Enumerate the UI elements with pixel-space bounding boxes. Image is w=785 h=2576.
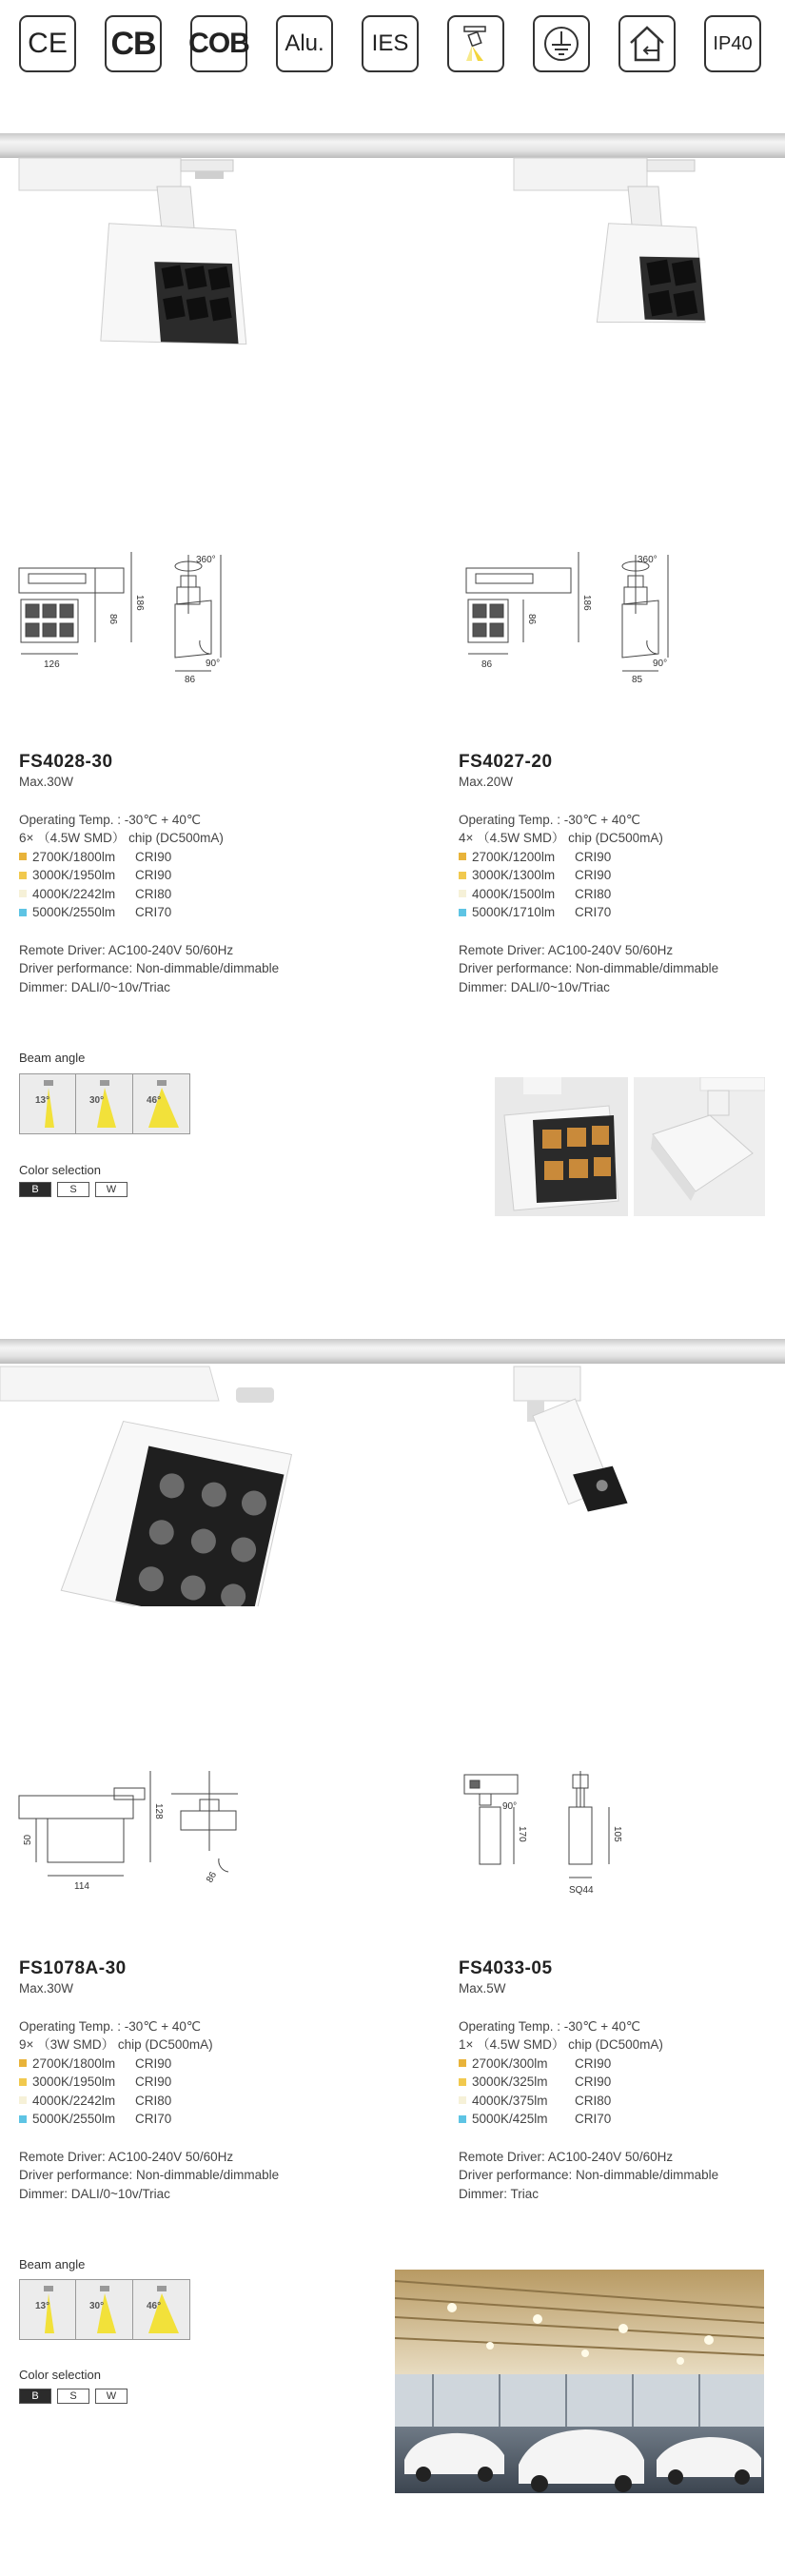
lumen-row: [459, 2110, 782, 2129]
dimmer-type: Dimmer: DALI/0~10v/Triac: [19, 2186, 170, 2201]
side-height-label: 105: [612, 1826, 622, 1842]
tilt-label: 90°: [502, 1801, 518, 1812]
width-label: 114: [74, 1881, 89, 1892]
color-temp-swatch: [19, 2059, 27, 2067]
operating-temp: Operating Temp. : -30℃ + 40℃: [459, 2018, 641, 2034]
dimmer-type: Dimmer: DALI/0~10v/Triac: [19, 979, 170, 994]
cri-value: CRI70: [575, 905, 612, 919]
cri-value: CRI90: [575, 2055, 612, 2071]
fs4027-dimension-drawing: [457, 547, 695, 699]
chip-spec: 1× （4.5W SMD） chip (DC500mA): [459, 2037, 663, 2052]
color-temp-swatch: [459, 2059, 466, 2067]
remote-driver: Remote Driver: AC100-240V 50/60Hz: [19, 942, 234, 957]
lumen-value: 4000K/375lm: [472, 2093, 548, 2108]
lumen-value: 4000K/2242lm: [32, 886, 116, 901]
lumen-row: [19, 848, 362, 867]
lumen-row: [459, 2073, 782, 2092]
beam-angle-30-icon: [76, 2279, 133, 2340]
color-temp-swatch: [459, 890, 466, 897]
height-label: 186: [134, 595, 145, 611]
lumen-row: [459, 2092, 782, 2111]
lumen-value: 4000K/2242lm: [32, 2093, 116, 2108]
cert-label: COB: [188, 28, 249, 59]
ies-file-icon: [362, 15, 419, 72]
model-number: FS1078A-30: [19, 1958, 127, 1978]
beam-angle-value: 46°: [147, 2301, 162, 2311]
square-size-label: SQ44: [569, 1885, 594, 1896]
color-temp-swatch: [459, 2096, 466, 2104]
beam-angle-label: Beam angle: [19, 2257, 86, 2271]
lumen-row: [19, 885, 362, 904]
earth-ground-icon: [533, 15, 590, 72]
spec-block-fs4027-20: [459, 752, 782, 996]
max-power: Max.30W: [19, 775, 74, 789]
lumen-value: 3000K/1950lm: [32, 2075, 116, 2089]
fs4028-dimension-drawing: [10, 547, 247, 699]
beam-angle-value: 46°: [147, 1095, 162, 1106]
dimmer-type: Dimmer: DALI/0~10v/Triac: [459, 979, 610, 994]
lumen-value: 5000K/1710lm: [472, 905, 556, 919]
cri-value: CRI70: [135, 2112, 172, 2126]
remote-driver: Remote Driver: AC100-240V 50/60Hz: [459, 2149, 674, 2164]
spec-block-fs4033-05: [459, 1958, 782, 2203]
height-label: 170: [517, 1826, 527, 1842]
lumen-value: 2700K/1800lm: [32, 849, 116, 864]
remote-driver: Remote Driver: AC100-240V 50/60Hz: [459, 942, 674, 957]
lumen-value: 2700K/1800lm: [32, 2055, 116, 2071]
color-temp-swatch: [459, 909, 466, 916]
color-selection-label: Color selection: [19, 1163, 101, 1177]
lumen-value: 5000K/2550lm: [32, 2112, 116, 2126]
color-temp-swatch: [19, 853, 27, 860]
height-label: 128: [153, 1803, 164, 1819]
beam-angle-13-icon: [19, 2279, 76, 2340]
rotation-label: 360°: [196, 555, 216, 565]
remote-driver: Remote Driver: AC100-240V 50/60Hz: [19, 2149, 234, 2164]
lumen-row: [459, 903, 782, 922]
cri-value: CRI90: [575, 849, 612, 864]
lumen-value: 4000K/1500lm: [472, 886, 556, 901]
beam-angle-value: 13°: [35, 1095, 50, 1106]
lumen-row: [459, 848, 782, 867]
fs4033-product-photo: [495, 1359, 647, 1549]
operating-temp: Operating Temp. : -30℃ + 40℃: [19, 2018, 202, 2034]
cert-label: CE: [28, 28, 68, 59]
tilt-label: 90°: [653, 659, 668, 669]
cob-mark-icon: [190, 15, 247, 72]
chip-spec: 9× （3W SMD） chip (DC500mA): [19, 2037, 213, 2052]
beam-angle-value: 30°: [89, 2301, 105, 2311]
lumen-value: 3000K/1300lm: [472, 868, 556, 882]
cert-label: Alu.: [285, 30, 324, 56]
cri-value: CRI90: [135, 2055, 172, 2071]
lumen-value: 3000K/1950lm: [32, 868, 116, 882]
lumen-row: [19, 2092, 362, 2111]
cert-label: CB: [110, 25, 156, 62]
chip-spec: 6× （4.5W SMD） chip (DC500mA): [19, 831, 224, 845]
depth-label: 85: [632, 675, 643, 685]
lumen-row: [19, 866, 362, 885]
indoor-use-icon: [618, 15, 676, 72]
fs4028-front-detail-photo: [495, 1077, 628, 1216]
color-option-white[interactable]: W: [95, 2389, 128, 2404]
color-temp-swatch: [459, 853, 466, 860]
color-option-black[interactable]: B: [19, 2389, 51, 2404]
beam-angle-46-icon: [133, 2279, 190, 2340]
cri-value: CRI90: [575, 2075, 612, 2089]
cert-label: IP40: [713, 32, 753, 54]
aluminum-icon: [276, 15, 333, 72]
chip-spec: 4× （4.5W SMD） chip (DC500mA): [459, 831, 663, 845]
lumen-row: [19, 2055, 362, 2074]
color-option-black[interactable]: B: [19, 1182, 51, 1197]
beam-angle-30-icon: [76, 1073, 133, 1134]
ce-mark-icon: [19, 15, 76, 72]
side-height-label: 86: [526, 614, 537, 625]
cb-mark-icon: [105, 15, 162, 72]
color-temp-swatch: [19, 909, 27, 916]
driver-performance: Driver performance: Non-dimmable/dimmable: [459, 961, 719, 975]
max-power: Max.30W: [19, 1981, 74, 1996]
color-option-silver[interactable]: S: [57, 1182, 89, 1197]
color-temp-swatch: [19, 872, 27, 879]
cri-value: CRI90: [135, 849, 172, 864]
color-temp-swatch: [459, 872, 466, 879]
cert-label: IES: [371, 30, 409, 56]
dimmer-type: Dimmer: Triac: [459, 2186, 539, 2201]
lumen-row: [459, 866, 782, 885]
beam-angle-value: 13°: [35, 2301, 50, 2311]
cri-value: CRI80: [575, 886, 612, 901]
fs1078a-product-photo: [0, 1359, 314, 1606]
lumen-row: [459, 885, 782, 904]
model-number: FS4033-05: [459, 1958, 553, 1978]
color-option-silver[interactable]: S: [57, 2389, 89, 2404]
fs4028-product-photo: [0, 152, 285, 371]
cri-value: CRI90: [135, 2075, 172, 2089]
depth-label: 86: [185, 675, 196, 685]
fs4033-dimension-drawing: [457, 1765, 647, 1917]
color-temp-swatch: [459, 2078, 466, 2086]
operating-temp: Operating Temp. : -30℃ + 40℃: [19, 812, 202, 827]
model-number: FS4028-30: [19, 752, 113, 772]
max-power: Max.5W: [459, 1981, 506, 1996]
color-temp-swatch: [19, 2078, 27, 2086]
lumen-row: [19, 2073, 362, 2092]
tilt-angle-icon: [447, 15, 504, 72]
lumen-value: 2700K/1200lm: [472, 849, 556, 864]
side-height-label: 86: [108, 614, 118, 625]
ip40-rating-icon: [704, 15, 761, 72]
depth-label: 86: [205, 1870, 220, 1885]
lumen-row: [19, 2110, 362, 2129]
color-selection-label: Color selection: [19, 2368, 101, 2382]
fs1078a-dimension-drawing: [10, 1765, 257, 1908]
lumen-value: 3000K/325lm: [472, 2075, 548, 2089]
color-temp-swatch: [459, 2115, 466, 2123]
model-number: FS4027-20: [459, 752, 553, 772]
lumen-row: [19, 903, 362, 922]
max-power: Max.20W: [459, 775, 514, 789]
lumen-value: 5000K/425lm: [472, 2112, 548, 2126]
spec-block-fs4028-30: [19, 752, 362, 996]
lumen-value: 5000K/2550lm: [32, 905, 116, 919]
beam-angle-46-icon: [133, 1073, 190, 1134]
color-temp-swatch: [19, 2096, 27, 2104]
beam-angle-label: Beam angle: [19, 1051, 86, 1065]
showroom-application-photo: [395, 2270, 764, 2493]
fs4027-side-detail-photo: [634, 1077, 765, 1216]
width-label: 126: [44, 659, 60, 670]
color-temp-swatch: [19, 890, 27, 897]
color-temp-swatch: [19, 2115, 27, 2123]
rotation-label: 360°: [638, 555, 657, 565]
side-height-label: 50: [23, 1834, 33, 1845]
spec-block-fs1078a-30: [19, 1958, 362, 2203]
color-option-white[interactable]: W: [95, 1182, 128, 1197]
beam-angle-13-icon: [19, 1073, 76, 1134]
height-label: 186: [581, 595, 592, 611]
lumen-row: [459, 2055, 782, 2074]
cri-value: CRI80: [135, 886, 172, 901]
cri-value: CRI80: [135, 2093, 172, 2108]
lumen-value: 2700K/300lm: [472, 2055, 548, 2071]
fs4027-product-photo: [495, 152, 742, 371]
cri-value: CRI80: [575, 2093, 612, 2108]
cri-value: CRI90: [575, 868, 612, 882]
beam-angle-value: 30°: [89, 1095, 105, 1106]
driver-performance: Driver performance: Non-dimmable/dimmable: [19, 2168, 280, 2182]
cri-value: CRI70: [135, 905, 172, 919]
driver-performance: Driver performance: Non-dimmable/dimmable: [459, 2168, 719, 2182]
width-label: 86: [481, 659, 493, 670]
operating-temp: Operating Temp. : -30℃ + 40℃: [459, 812, 641, 827]
tilt-label: 90°: [206, 659, 221, 669]
driver-performance: Driver performance: Non-dimmable/dimmable: [19, 961, 280, 975]
cri-value: CRI70: [575, 2112, 612, 2126]
cri-value: CRI90: [135, 868, 172, 882]
